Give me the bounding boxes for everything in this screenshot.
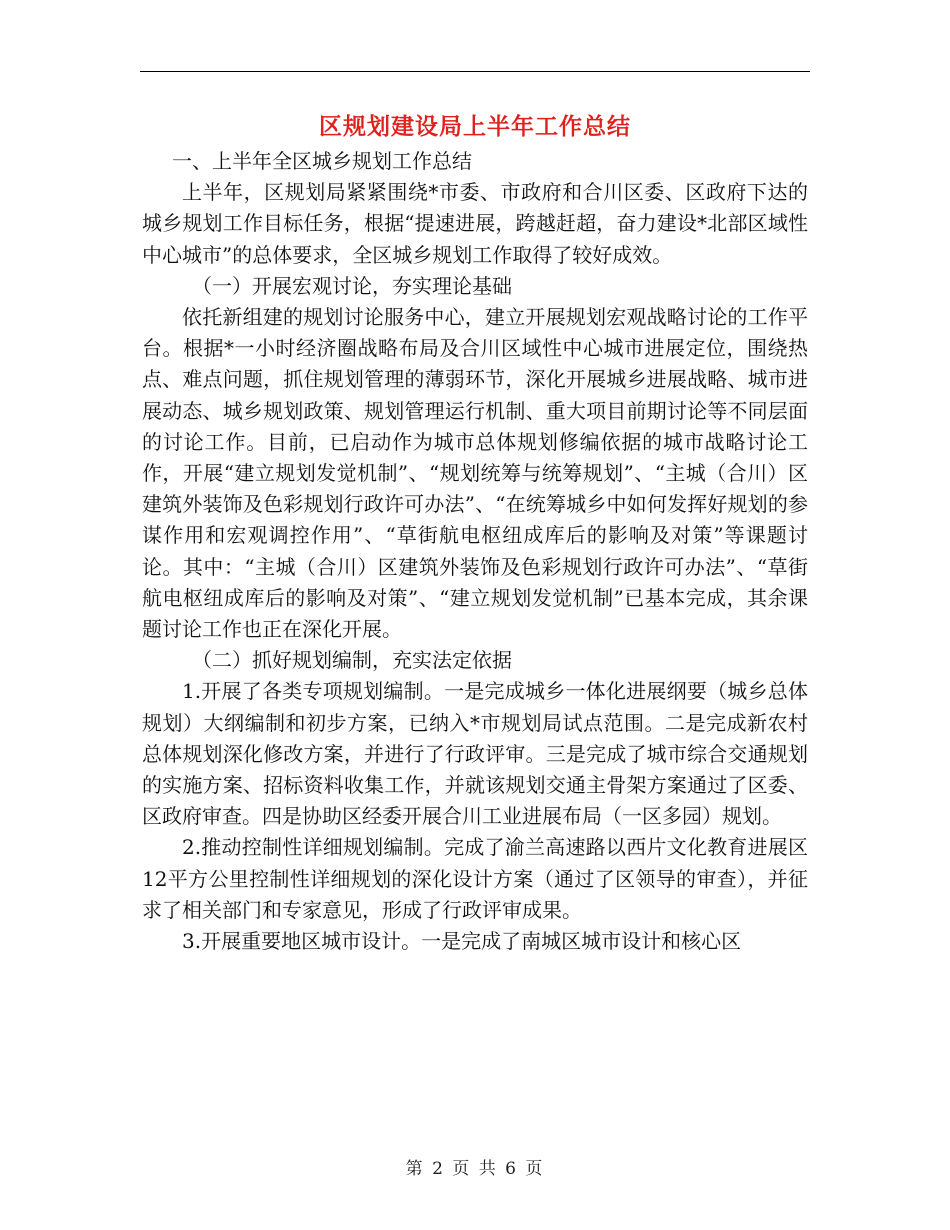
paragraph-item-1: 1.开展了各类专项规划编制。一是完成城乡一体化进展纲要（城乡总体规划）大纲编制和初步方案，已纳入*市规划局试点范围。二是完成新农村总体规划深化修改方案，并进行了行政评审。三是完成了城市综合交通规划的实施方案、招标资料收集工作，并就该规划交通主骨架方案通过了区委、区政府审查。四是协助区经委开展合川工业进展布局（一区多园）规划。	[142, 679, 808, 829]
paragraph-item-2: 2.推动控制性详细规划编制。完成了渝兰高速路以西片文化教育进展区12平方公里控制性详细规划的深化设计方案（通过了区领导的审查），并征求了相关部门和专家意见，形成了行政评审成果。	[142, 835, 808, 922]
subsection-heading-1: （一）开展宏观讨论，夯实理论基础	[192, 273, 512, 298]
document-title: 区规划建设局上半年工作总结	[319, 114, 631, 140]
subsection-heading-2: （二）抓好规划编制，充实法定依据	[192, 648, 512, 673]
paragraph-intro: 上半年，区规划局紧紧围绕*市委、市政府和合川区委、区政府下达的城乡规划工作目标任务，根据“提速进展，跨越赶超，奋力建设*北部区域性中心城市”的总体要求，全区城乡规划工作取得了较好成效。	[142, 180, 808, 267]
section-heading-1: 一、上半年全区城乡规划工作总结	[172, 149, 472, 173]
document-body	[142, 146, 808, 957]
page-number-footer: 第 2 页 共 6 页	[405, 1159, 545, 1179]
header-rule	[140, 71, 810, 72]
paragraph-item-3: 3.开展重要地区城市设计。一是完成了南城区城市设计和核心区	[182, 929, 742, 954]
paragraph-macro-research: 依托新组建的规划讨论服务中心，建立开展规划宏观战略讨论的工作平台。根据*一小时经济圈战略布局及合川区域性中心城市进展定位，围绕热点、难点问题，抓住规划管理的薄弱环节，深化开展城乡进展战略、城市进展动态、城乡规划政策、规划管理运行机制、重大项目前期讨论等不同层面的讨论工作。目前，已启动作为城市总体规划修编依据的城市战略讨论工作，开展“建立规划发觉机制”、“规划统筹与统筹规划”、“主城（合川）区建筑外装饰及色彩规划行政许可办法”、“在统筹城乡中如何发挥好规划的参谋作用和宏观调控作用”、“草街航电枢纽成库后的影响及对策”等课题讨论。其中：“主城（合川）区建筑外装饰及色彩规划行政许可办法”、“草街航电枢纽成库后的影响及对策”、“建立规划发觉机制”已基本完成，其余课题讨论工作也正在深化开展。	[142, 305, 808, 642]
